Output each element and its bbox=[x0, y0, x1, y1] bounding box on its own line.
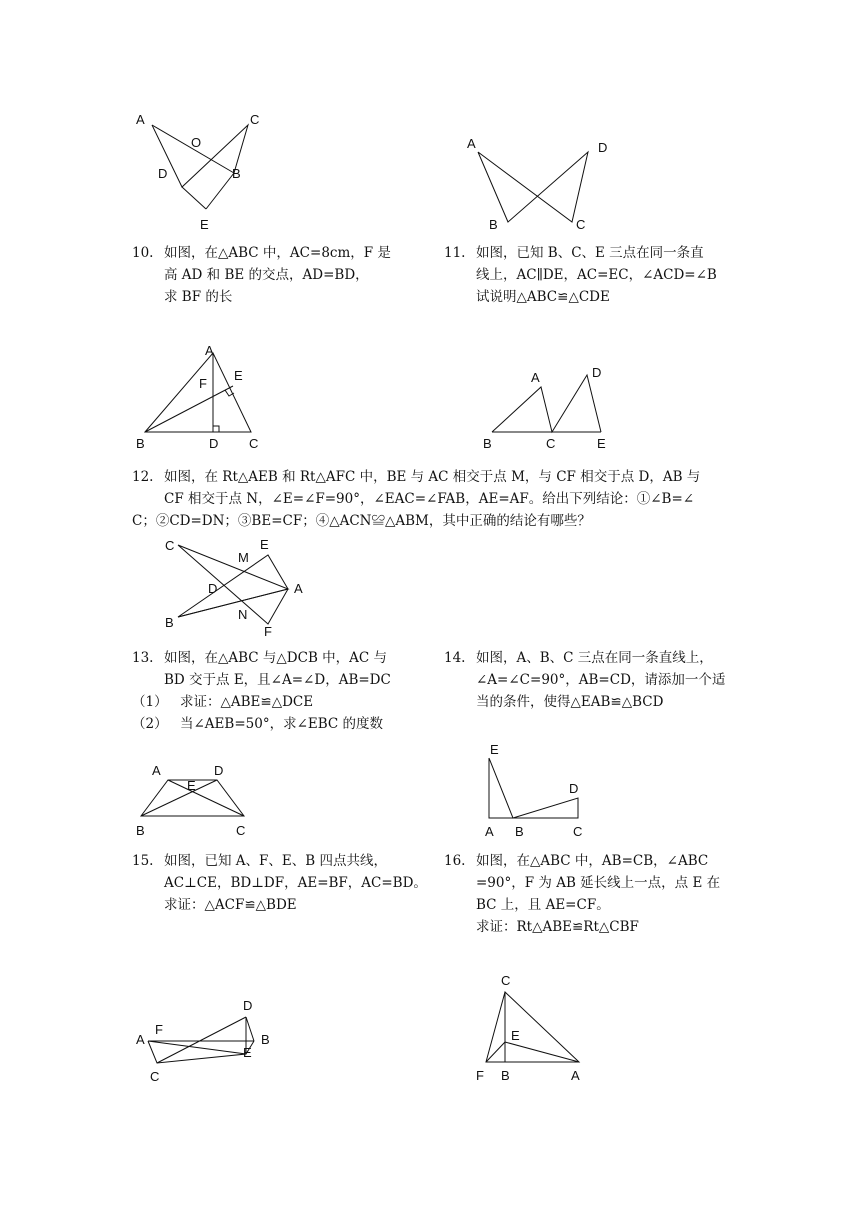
question-line: 如图，在 Rt△AEB 和 Rt△AFC 中，BE 与 AC 相交于点 M，与 CF 相交于点 D，AB 与 bbox=[164, 469, 701, 485]
label-d: D bbox=[208, 581, 218, 596]
question-number: 15. bbox=[132, 853, 154, 869]
label-e: E bbox=[511, 1028, 520, 1043]
question-number: 14. bbox=[444, 650, 466, 666]
label-e: E bbox=[243, 1045, 252, 1060]
label-a: A bbox=[136, 1032, 145, 1047]
label-a: A bbox=[485, 824, 494, 839]
label-c: C bbox=[250, 112, 260, 127]
question-number: 13. bbox=[132, 650, 154, 666]
label-d: D bbox=[158, 166, 168, 181]
label-c: C bbox=[573, 824, 583, 839]
label-b: B bbox=[136, 823, 145, 838]
figure-q13 bbox=[130, 758, 260, 843]
part-text: 求证：△ABE≌△DCE bbox=[180, 694, 314, 710]
figure-q15 bbox=[130, 995, 280, 1090]
label-c: C bbox=[236, 823, 246, 838]
label-c: C bbox=[501, 973, 511, 988]
question-13-part-1 bbox=[132, 691, 313, 713]
label-d: D bbox=[592, 365, 602, 380]
label-d: D bbox=[214, 763, 224, 778]
question-line: BC 上，且 AE=CF。 bbox=[476, 897, 610, 913]
question-line: C；②CD=DN；③BE=CF；④△ACN≌△ABM，其中正确的结论有哪些？ bbox=[132, 513, 591, 529]
label-b: B bbox=[261, 1032, 270, 1047]
question-13-part-2 bbox=[132, 713, 383, 735]
label-c: C bbox=[165, 538, 175, 553]
label-e: E bbox=[200, 217, 209, 232]
question-line: 如图，已知 A、F、E、B 四点共线， bbox=[164, 853, 387, 869]
label-o: O bbox=[191, 135, 202, 150]
label-b: B bbox=[165, 615, 174, 630]
label-f: F bbox=[155, 1022, 163, 1037]
question-line: 线上，AC∥DE，AC=EC，∠ACD=∠B bbox=[476, 267, 717, 283]
label-e: E bbox=[187, 778, 196, 793]
figure-q14 bbox=[480, 740, 600, 845]
label-f: F bbox=[199, 376, 207, 391]
question-line: CF 相交于点 N，∠E=∠F=90°，∠EAC=∠FAB，AE=AF。给出下列结论：①∠B=∠ bbox=[164, 491, 695, 507]
label-a: A bbox=[294, 581, 303, 596]
figure-q12 bbox=[160, 535, 320, 645]
label-e: E bbox=[597, 436, 606, 451]
question-line: 如图，在△ABC 中，AC=8cm，F 是 bbox=[164, 245, 391, 261]
question-line: 当的条件，使得△EAB≌△BCD bbox=[476, 694, 664, 710]
question-line: =90°，F 为 AB 延长线上一点，点 E 在 bbox=[476, 875, 721, 891]
figure-q16 bbox=[470, 970, 600, 1085]
label-b: B bbox=[515, 824, 524, 839]
label-a: A bbox=[531, 370, 540, 385]
figure-q10 bbox=[130, 340, 280, 455]
label-c: C bbox=[249, 436, 259, 451]
question-line: ∠A=∠C=90°，AB=CD，请添加一个适 bbox=[476, 672, 726, 688]
figure-top-left bbox=[120, 105, 280, 235]
label-b: B bbox=[501, 1068, 510, 1083]
label-d: D bbox=[598, 140, 608, 155]
label-e: E bbox=[260, 537, 269, 552]
question-line: 求 BF 的长 bbox=[164, 289, 233, 305]
label-a: A bbox=[571, 1068, 580, 1083]
label-e: E bbox=[234, 368, 243, 383]
question-line: 求证：△ACF≌△BDE bbox=[164, 897, 297, 913]
question-number: 11. bbox=[444, 245, 466, 261]
label-a: A bbox=[152, 763, 161, 778]
question-number: 16. bbox=[444, 853, 466, 869]
label-a: A bbox=[467, 136, 476, 151]
question-number: 12. bbox=[132, 469, 154, 485]
label-d: D bbox=[209, 436, 219, 451]
question-line: AC⊥CE，BD⊥DF，AE=BF，AC=BD。 bbox=[164, 875, 427, 891]
label-d: D bbox=[569, 781, 579, 796]
question-line: 如图，在△ABC 与△DCB 中，AC 与 bbox=[164, 650, 388, 666]
label-a: A bbox=[205, 343, 214, 358]
label-d: D bbox=[243, 998, 253, 1013]
label-c: C bbox=[576, 217, 586, 232]
figure-top-right bbox=[460, 130, 620, 240]
part-label: （1） bbox=[132, 694, 168, 710]
label-a: A bbox=[136, 112, 145, 127]
question-line: 高 AD 和 BE 的交点，AD=BD， bbox=[164, 267, 369, 283]
question-number: 10. bbox=[132, 245, 154, 261]
part-text: 当∠AEB=50°，求∠EBC 的度数 bbox=[180, 716, 384, 732]
label-m: M bbox=[238, 550, 249, 565]
label-b: B bbox=[232, 166, 241, 181]
figure-q11 bbox=[480, 360, 620, 455]
label-e: E bbox=[490, 742, 499, 757]
label-n: N bbox=[238, 607, 248, 622]
question-line: 如图，在△ABC 中，AB=CB，∠ABC bbox=[476, 853, 709, 869]
label-f: F bbox=[476, 1068, 484, 1083]
label-b: B bbox=[489, 217, 498, 232]
label-f: F bbox=[264, 624, 272, 639]
label-c: C bbox=[546, 436, 556, 451]
question-line: 如图，A、B、C 三点在同一条直线上， bbox=[476, 650, 713, 666]
question-line: 试说明△ABC≌△CDE bbox=[476, 289, 610, 305]
part-label: （2） bbox=[132, 716, 168, 732]
label-b: B bbox=[483, 436, 492, 451]
question-line: BD 交于点 E，且∠A=∠D，AB=DC bbox=[164, 672, 391, 688]
question-line: 求证：Rt△ABE≌Rt△CBF bbox=[476, 919, 639, 935]
question-line: 如图，已知 B、C、E 三点在同一条直 bbox=[476, 245, 704, 261]
label-b: B bbox=[136, 436, 145, 451]
label-c: C bbox=[150, 1069, 160, 1084]
